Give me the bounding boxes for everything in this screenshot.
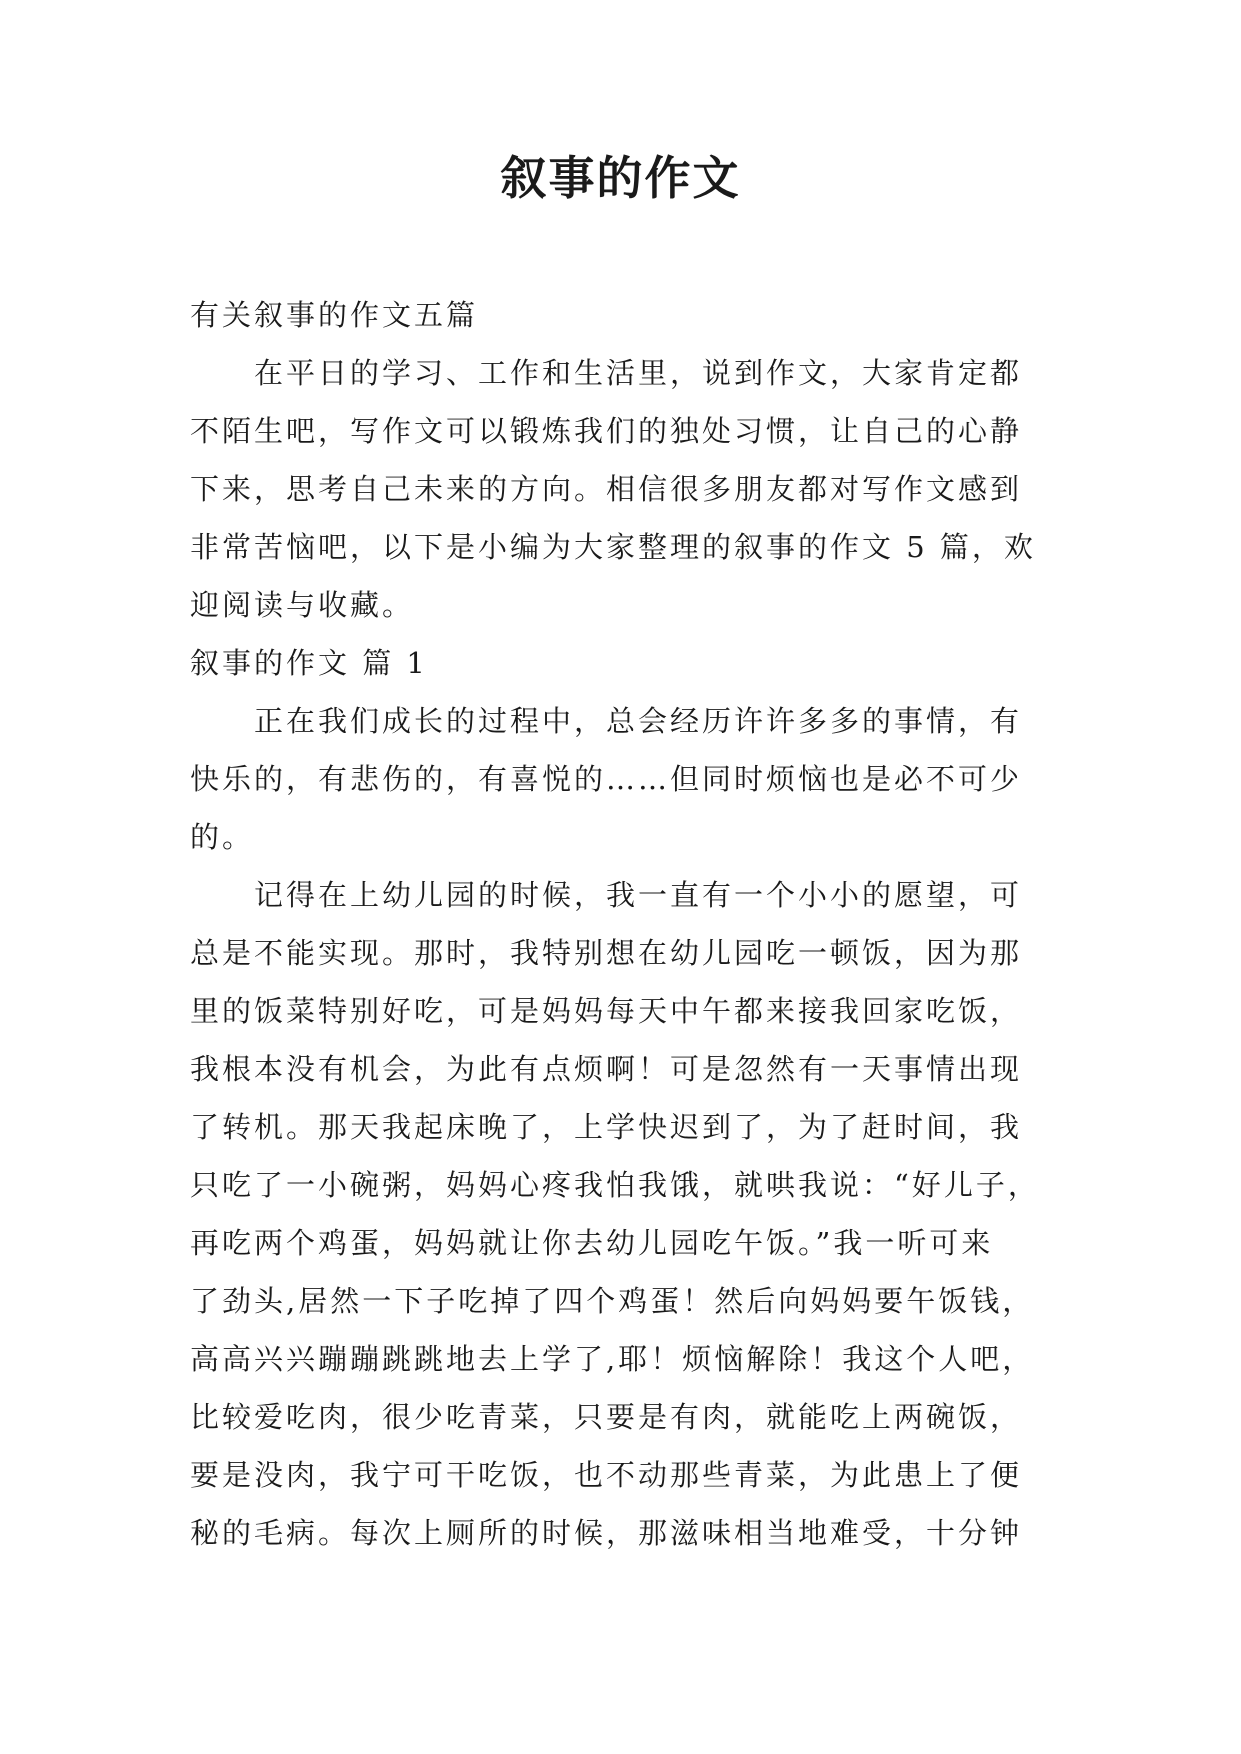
text-line: 有关叙事的作文五篇	[190, 298, 479, 332]
text-line: 叙事的作文 篇 1	[190, 646, 428, 680]
text-line: 总是不能实现。那时，我特别想在幼儿园吃一顿饭，因为那	[190, 936, 1023, 970]
text-line: 再吃两个鸡蛋，妈妈就让你去幼儿园吃午饭。”我一听可来	[190, 1226, 994, 1260]
text-line: 了劲头,居然一下子吃掉了四个鸡蛋！然后向妈妈要午饭钱，	[190, 1284, 1035, 1318]
text-line: 了转机。那天我起床晚了，上学快迟到了，为了赶时间，我	[190, 1110, 1023, 1144]
text-line: 在平日的学习、工作和生活里，说到作文，大家肯定都	[254, 356, 1023, 390]
text-line: 只吃了一小碗粥，妈妈心疼我怕我饿，就哄我说：“好儿子，	[190, 1168, 1040, 1202]
text-line: 不陌生吧，写作文可以锻炼我们的独处习惯，让自己的心静	[190, 414, 1023, 448]
document-body	[190, 286, 1060, 1562]
text-line: 里的饭菜特别好吃，可是妈妈每天中午都来接我回家吃饭，	[190, 994, 1023, 1028]
text-line: 正在我们成长的过程中，总会经历许许多多的事情，有	[254, 704, 1023, 738]
text-line: 比较爱吃肉，很少吃青菜，只要是有肉，就能吃上两碗饭，	[190, 1400, 1023, 1434]
document-title: 叙事的作文	[500, 151, 741, 205]
text-line: 秘的毛病。每次上厕所的时候，那滋味相当地难受，十分钟	[190, 1516, 1023, 1550]
text-line: 高高兴兴蹦蹦跳跳地去上学了,耶！烦恼解除！我这个人吧，	[190, 1342, 1035, 1376]
text-line: 的。	[190, 820, 255, 854]
text-line: 快乐的，有悲伤的，有喜悦的……但同时烦恼也是必不可少	[190, 762, 1023, 796]
text-line: 非常苦恼吧，以下是小编为大家整理的叙事的作文 5 篇，欢	[190, 530, 1036, 564]
text-line: 迎阅读与收藏。	[190, 588, 415, 622]
text-line: 下来，思考自己未来的方向。相信很多朋友都对写作文感到	[190, 472, 1023, 506]
text-line: 我根本没有机会，为此有点烦啊！可是忽然有一天事情出现	[190, 1052, 1023, 1086]
text-line: 要是没肉，我宁可干吃饭，也不动那些青菜，为此患上了便	[190, 1458, 1023, 1492]
text-line: 记得在上幼儿园的时候，我一直有一个小小的愿望，可	[254, 878, 1023, 912]
